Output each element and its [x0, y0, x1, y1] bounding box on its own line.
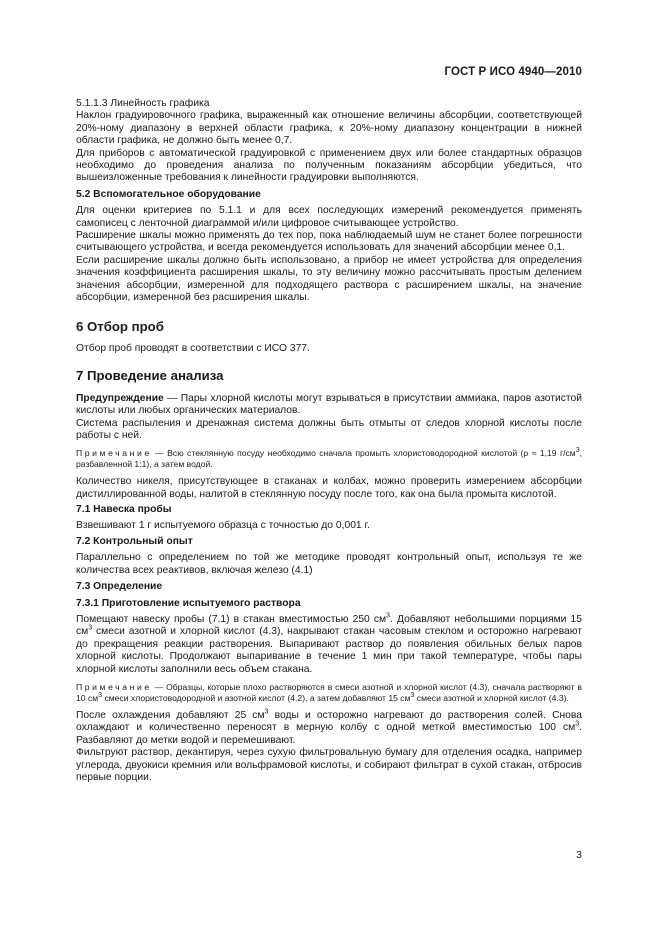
- paragraph: Если расширение шкалы должно быть использовано, а прибор не имеет устройства для определения значения коэффициента расширения шкалы, то эту величину можно рассчитывать простым делением значения абсорбции, измеренной для подходящего раствора с расширением шкалы, на значение абсорбции, измеренной без расширения шкалы.: [76, 254, 582, 304]
- page-body: [76, 98, 582, 784]
- warning-paragraph: [76, 393, 582, 418]
- warning-label: Предупреждение: [76, 392, 164, 404]
- paragraph: После охлаждения добавляют 25 $см^3$ воды и осторожно нагревают до растворения солей. Снова охлаждают и количественно переносят в мерную колбу с одной меткой вместимостью 100 $см^3$. Разбавляют до метки водой и перемешивают.: [76, 708, 582, 746]
- note-label: Примечание: [76, 682, 152, 693]
- subsection-5-1-1-3-title: 5.1.1.3 Линейность графика: [76, 98, 210, 109]
- paragraph: Количество никеля, присутствующее в стаканах и колбах, можно проверить измерением абсорбции дистиллированной воды, налитой в стеклянную посуду после того, как она была промыта кислотой.: [76, 476, 582, 500]
- paragraph: Для оценки критериев по 5.1.1 и для всех последующих измерений рекомендуется применять самописец с ленточной диаграммой и/или цифровое считывающее устройство.: [76, 205, 582, 229]
- section-7-2-heading: 7.2 Контрольный опыт: [76, 535, 193, 547]
- paragraph: Фильтруют раствор, декантируя, через сухую фильтровальную бумагу для отделения осадка, например углерода, двуокиси кремния или вольфрамовой кислоты, и собирают фильтрат в сухой стакан, отбросив первые порции.: [76, 747, 582, 784]
- paragraph: Параллельно с определением по той же методике проводят контрольный опыт, используя те же количества всех реактивов, включая железо (4.1): [76, 552, 582, 576]
- paragraph: Наклон градуировочного графика, выраженный как отношение величины абсорбции, соответствующей 20%-ному диапазону в верхней области графика, к 20%-ному диапазону концентрации в нижней области графика, не должно быть менее 0,7.: [76, 110, 582, 147]
- section-6-heading: 6 Отбор проб: [76, 318, 164, 334]
- paragraph: Взвешивают 1 г испытуемого образца с точностью до 0,001 г.: [76, 519, 370, 531]
- section-5-2-heading: 5.2 Вспомогательное оборудование: [76, 188, 261, 200]
- paragraph: Помещают навеску пробы (7.1) в стакан вместимостью 250 $см^3$. Добавляют небольшими порциями 15 $см^3$ смеси азотной и хлорной кислот (4.3), накрывают стакан часовым стеклом и осторожно нагревают до прекращения реакции растворения. Выпаривают раствор до появления обильных белых паров хлорной кислоты. Продолжают выпаривание в течение 1 мин при такой температуре, чтобы пары хлорной кислоты заполнили весь объем стакана.: [76, 612, 582, 675]
- page-number: 3: [576, 850, 582, 861]
- note-label: Примечание: [76, 448, 152, 459]
- section-7-3-1-heading: 7.3.1 Приготовление испытуемого раствора: [76, 597, 301, 609]
- paragraph: Расширение шкалы можно применять до тех пор, пока наблюдаемый шум не станет более погрешности считывающего устройства, и всегда рекомендуется использовать для значений абсорбции менее 0,1.: [76, 230, 582, 254]
- note: Примечание — Всю стеклянную посуду необходимо сначала промыть хлористоводородной кислотой (ρ ≈ 1,19 $г/см^3$, разбавленной 1:1), а затем водой.: [76, 447, 582, 470]
- warning-text: — Пары хлорной кислоты могут взрываться в присутствии аммиака, паров азотистой кислоты или любых органических материалов.: [76, 392, 582, 417]
- paragraph: Система распыления и дренажная система должны быть отмыты от следов хлорной кислоты после работы с ней.: [76, 417, 582, 441]
- section-7-3-heading: 7.3 Определение: [76, 581, 163, 593]
- section-7-heading: 7 Проведение анализа: [76, 368, 224, 384]
- section-7-1-heading: 7.1 Навеска пробы: [76, 504, 172, 516]
- note: Примечание — Образцы, которые плохо растворяются в смеси азотной и хлорной кислот (4.3), сначала растворяют в 10 $см^3$ смеси хлористоводородной и азотной кислот (4.2), а затем добавляют 15 $см^3$ смеси азотной и хлорной кислот (4.3).: [76, 682, 582, 704]
- paragraph: Отбор проб проводят в соответствии с ИСО 377.: [76, 342, 310, 354]
- paragraph: Для приборов с автоматической градуировкой с применением двух или более стандартных образцов необходимо до проведения анализа по полученным показаниям абсорбции убедиться, что вышеизложенные требования к линейности градуировки выполняются.: [76, 147, 582, 184]
- standard-header: ГОСТ Р ИСО 4940—2010: [444, 66, 582, 78]
